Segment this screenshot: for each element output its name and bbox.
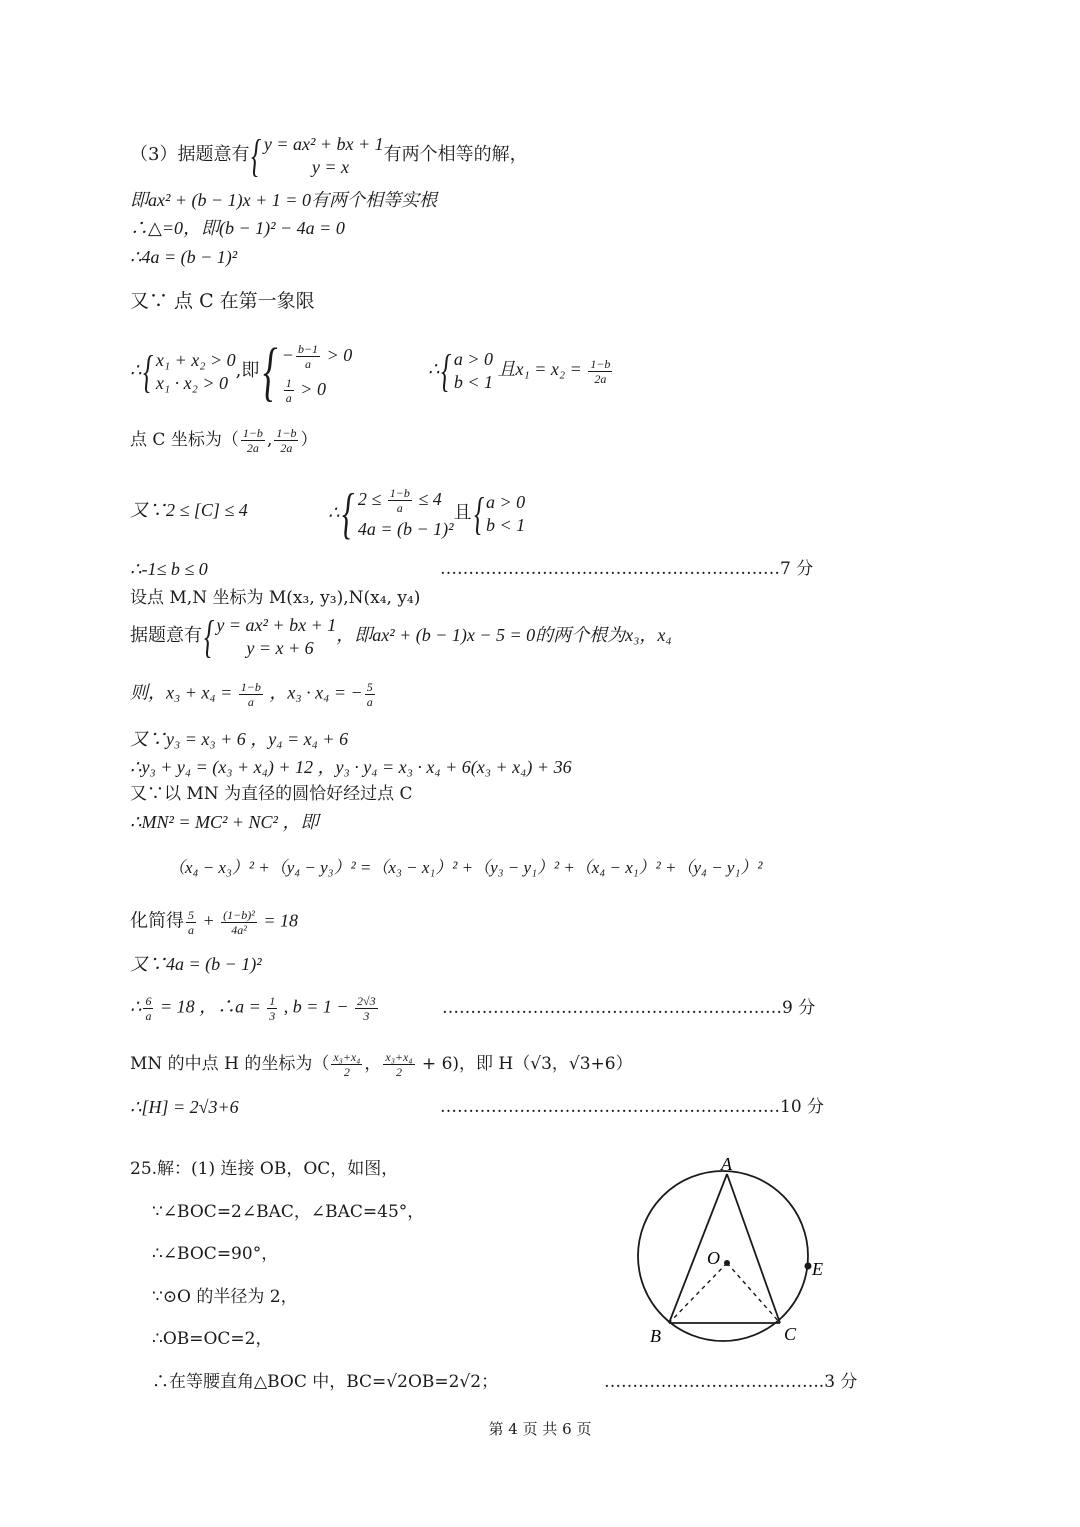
segment-ob (669, 1263, 727, 1323)
label-o: O (707, 1248, 720, 1268)
line-21: MN 的中点 H 的坐标为（ $\frac{\text{x₃+x₄}}{2}$ ， $\frac{\text{x₃+x₄}}{2}$ + 6)，即 H（√3，√3+6） (130, 1050, 633, 1079)
line-20: ∴ $\frac{6}{a}$ = 18 ，∴a = $\frac{1}{3}$ , b = 1 − $\frac{2√3}{3}$ (130, 994, 376, 1023)
line-15: 又∵以 MN 为直径的圆恰好经过点 C (130, 784, 413, 804)
line-7: 点 C 坐标为（ $\frac{1-b}{2a}$ , $\frac{1-b}{2a}$ ） (130, 426, 318, 455)
segment-ac (727, 1174, 780, 1323)
line-16: ∴MN² = MC² + NC² ，即 (130, 812, 319, 832)
line-12: 则，x₃ + x₄ = $\frac{1-b}{a}$ ，x₃ · x₄ = − $\frac{5}{a}$ (130, 680, 373, 709)
line-25: ∴∠BOC=90°， (152, 1244, 279, 1264)
point-e (805, 1263, 812, 1270)
line-26: ∵⊙O 的半径为 2， (152, 1287, 298, 1307)
line-22: ∴[H] = 2√3+6 (130, 1097, 239, 1117)
score-9: ……………………………………………………9 分 (442, 998, 816, 1018)
label-a: A (721, 1154, 732, 1174)
line-18: 化简得 $\frac{5}{a}$ + $\frac{\text{(1−b)²}}{\text{4a²}}$ = 18 (130, 908, 298, 937)
segment-oc (727, 1263, 780, 1323)
line-4: ∴4a = (b − 1)² (130, 247, 238, 267)
line-9: ∴-1≤ b ≤ 0 (130, 559, 208, 579)
text: 有两个相等的解， (383, 144, 528, 166)
line-19: 又∵4a = (b − 1)² (130, 954, 262, 974)
line-2: 即ax² + (b − 1)x + 1 = 0有两个相等实根 (130, 190, 437, 210)
line-17: （x₄ − x₃）² +（y₄ − y₃）² =（x₃ − x₁）² +（y₃ − y₁）² +（x₄ − x₁）² +（y₄ − y₁）² (168, 858, 763, 877)
score-7: ……………………………………………………7 分 (440, 559, 814, 579)
line-28: ∴在等腰直角△BOC 中，BC=√2OB=2√2； (152, 1372, 499, 1392)
line-23: 25.解：(1) 连接 OB，OC，如图， (130, 1159, 399, 1179)
text: （3）据题意有 (130, 144, 250, 166)
circle-triangle-figure (620, 1150, 850, 1350)
line-5: 又∵ 点 C 在第一象限 (130, 290, 315, 312)
line-8: 又∵2 ≤ [C] ≤ 4 (130, 500, 248, 520)
page-number: 第 4 页 共 6 页 (488, 1420, 592, 1438)
line-24: ∵∠BOC=2∠BAC，∠BAC=45°， (152, 1202, 425, 1222)
eq: y = ax² + bx + 1 (263, 134, 384, 154)
line-10: 设点 M,N 坐标为 M(x₃, y₃),N(x₄, y₄) (130, 588, 421, 608)
label-b: B (650, 1326, 661, 1346)
score-3: …………….…………………..3 分 (604, 1372, 858, 1392)
line-27: ∴OB=OC=2， (152, 1329, 273, 1349)
part3-system-line: （3）据题意有{ y = ax² + bx + 1 y = x 有两个相等的解， (130, 130, 528, 181)
label-c: C (784, 1324, 797, 1344)
circle-o (638, 1171, 808, 1341)
eq: y = x (311, 157, 349, 177)
point-o (724, 1260, 730, 1266)
line-3: ∴△=0，即(b − 1)² − 4a = 0 (130, 218, 345, 238)
label-e: E (812, 1259, 823, 1279)
line-6: ∴{ x₁ + x₂ > 0 x₁ · x₂ > 0 ,即{ − $\frac{b-1}{a}$ > 0 $\frac{1}{a}$ > 0 (130, 335, 353, 408)
line-8-system: ∴{ 2 ≤ $\frac{1-b}{a}$ ≤ 4 4a = (b − 1)² 且{ a > 0 b < 1 (328, 483, 526, 546)
line-13: 又∵y₃ = x₃ + 6 ，y₄ = x₄ + 6 (130, 729, 349, 749)
line-6-right: ∴{ a > 0 b < 1 且x₁ = x₂ = $\frac{1-b}{2a}$ (428, 345, 611, 396)
line-14: ∴y₃ + y₄ = (x₃ + x₄) + 12 ，y₃ · y₄ = x₃ · x₄ + 6(x₃ + x₄) + 36 (130, 757, 572, 777)
line-11: 据题意有{ y = ax² + bx + 1 y = x + 6 ，即ax² + (b − 1)x − 5 = 0的两个根为x₃，x₄ (130, 611, 672, 662)
score-10: ……………………………………………………10 分 (440, 1097, 825, 1117)
